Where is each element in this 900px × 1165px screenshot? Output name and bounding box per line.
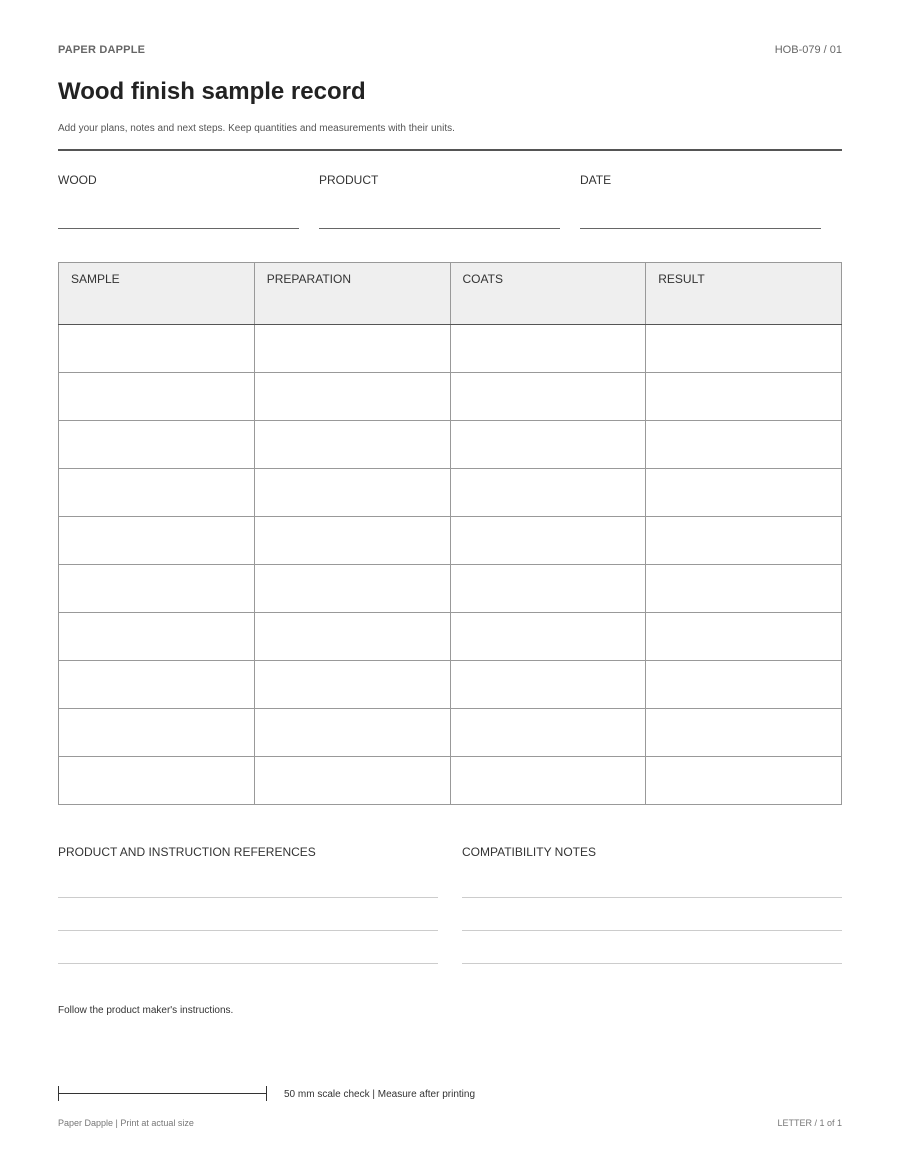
result-cell[interactable] — [646, 565, 842, 613]
date-field-label: DATE — [580, 173, 612, 187]
instruction-reminder: Follow the product maker's instructions. — [58, 1005, 234, 1016]
wood-field-label: WOOD — [58, 173, 97, 187]
references-line[interactable] — [58, 963, 438, 964]
preparation-cell[interactable] — [254, 613, 450, 661]
sample-cell[interactable] — [59, 661, 255, 709]
sample-cell[interactable] — [59, 613, 255, 661]
references-line[interactable] — [58, 930, 438, 931]
scale-bar-end-tick — [266, 1086, 267, 1101]
column-header-result: RESULT — [646, 263, 842, 325]
coats-cell[interactable] — [450, 661, 646, 709]
product-field-label: PRODUCT — [319, 173, 379, 187]
footer-right: LETTER / 1 of 1 — [777, 1118, 842, 1128]
sample-cell[interactable] — [59, 469, 255, 517]
column-header-coats: COATS — [450, 263, 646, 325]
column-header-preparation: PREPARATION — [254, 263, 450, 325]
footer-left: Paper Dapple | Print at actual size — [58, 1118, 194, 1128]
sample-cell[interactable] — [59, 421, 255, 469]
table-row — [59, 565, 842, 613]
coats-cell[interactable] — [450, 613, 646, 661]
table-row — [59, 709, 842, 757]
wood-field[interactable] — [58, 228, 299, 229]
sample-cell[interactable] — [59, 325, 255, 373]
result-cell[interactable] — [646, 757, 842, 805]
intro-text: Add your plans, notes and next steps. Keep quantities and measurements with their units. — [58, 123, 455, 134]
scale-check-text: 50 mm scale check | Measure after printing — [284, 1089, 476, 1100]
preparation-cell[interactable] — [254, 469, 450, 517]
sample-cell[interactable] — [59, 757, 255, 805]
coats-cell[interactable] — [450, 373, 646, 421]
table-row — [59, 613, 842, 661]
sample-cell[interactable] — [59, 373, 255, 421]
preparation-cell[interactable] — [254, 757, 450, 805]
column-header-sample: SAMPLE — [59, 263, 255, 325]
table-row — [59, 661, 842, 709]
coats-cell[interactable] — [450, 469, 646, 517]
compatibility-line[interactable] — [462, 963, 842, 964]
document-id: HOB-079 / 01 — [774, 44, 842, 56]
table-row — [59, 373, 842, 421]
preparation-cell[interactable] — [254, 325, 450, 373]
sample-cell[interactable] — [59, 565, 255, 613]
coats-cell[interactable] — [450, 325, 646, 373]
table-row — [59, 325, 842, 373]
result-cell[interactable] — [646, 517, 842, 565]
preparation-cell[interactable] — [254, 709, 450, 757]
scale-bar — [58, 1093, 267, 1094]
preparation-cell[interactable] — [254, 565, 450, 613]
sample-table — [58, 262, 842, 805]
compatibility-line[interactable] — [462, 930, 842, 931]
references-line[interactable] — [58, 897, 438, 898]
result-cell[interactable] — [646, 709, 842, 757]
result-cell[interactable] — [646, 325, 842, 373]
table-header-row — [59, 263, 842, 325]
table-row — [59, 517, 842, 565]
preparation-cell[interactable] — [254, 517, 450, 565]
table-row — [59, 469, 842, 517]
coats-cell[interactable] — [450, 517, 646, 565]
result-cell[interactable] — [646, 661, 842, 709]
page-title: Wood finish sample record — [58, 78, 366, 105]
sample-cell[interactable] — [59, 709, 255, 757]
compatibility-line[interactable] — [462, 897, 842, 898]
compatibility-section-label: COMPATIBILITY NOTES — [462, 845, 597, 859]
date-field[interactable] — [580, 228, 821, 229]
coats-cell[interactable] — [450, 709, 646, 757]
coats-cell[interactable] — [450, 565, 646, 613]
table-row — [59, 421, 842, 469]
table-row — [59, 757, 842, 805]
brand-name: PAPER DAPPLE — [58, 44, 146, 56]
coats-cell[interactable] — [450, 421, 646, 469]
sample-cell[interactable] — [59, 517, 255, 565]
preparation-cell[interactable] — [254, 373, 450, 421]
scale-bar-start-tick — [58, 1086, 59, 1101]
product-field[interactable] — [319, 228, 560, 229]
result-cell[interactable] — [646, 469, 842, 517]
references-section-label: PRODUCT AND INSTRUCTION REFERENCES — [58, 845, 316, 859]
result-cell[interactable] — [646, 421, 842, 469]
result-cell[interactable] — [646, 613, 842, 661]
preparation-cell[interactable] — [254, 421, 450, 469]
header-divider — [58, 149, 842, 151]
coats-cell[interactable] — [450, 757, 646, 805]
preparation-cell[interactable] — [254, 661, 450, 709]
result-cell[interactable] — [646, 373, 842, 421]
